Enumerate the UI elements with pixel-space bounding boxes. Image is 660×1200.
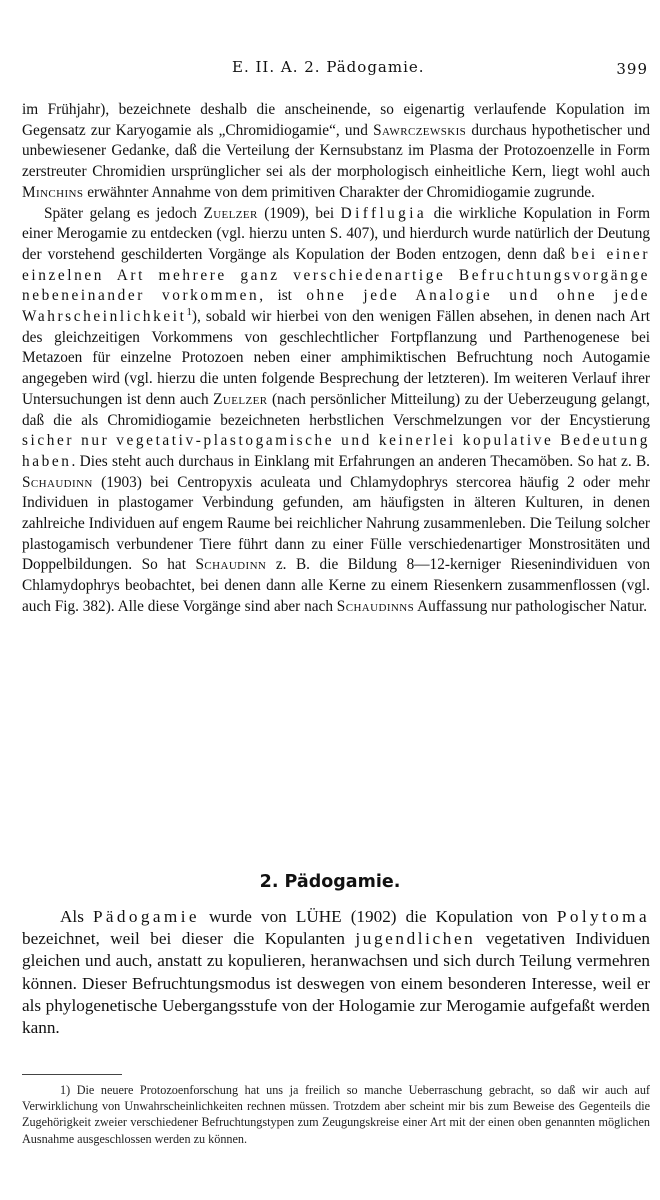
text-run: die wirkliche Kopulation in Form einer Merogamie zu entdecken (vgl. hierzu unten S. 407), und hierdurch wurde natürlich der Deutung der vorstehend geschilderten Vorgänge als Kopulation der Boden entzogen, denn daß bbox=[22, 204, 651, 263]
footnote bbox=[22, 1082, 650, 1147]
text-run: , ist bbox=[259, 287, 307, 305]
text-run: . Dies steht auch durchaus in Einklang mit Erfahrungen an anderen Thecamöben. So hat z. B. bbox=[71, 452, 650, 470]
section-heading: 2. Pädogamie. bbox=[259, 872, 401, 892]
author-name: Zuelzer bbox=[213, 390, 268, 408]
author-name: Schaudinn bbox=[195, 556, 267, 574]
text-run: z. B. die Bildung 8—12-kerniger Riesenindividuen von Chlamydophrys beobachtet, bei denen dann alle Kerne zu einem Riesenkern zusammenflossen (vgl. auch Fig. 382). Alle diese Vorgänge sind aber nach bbox=[22, 556, 650, 615]
paragraph-1 bbox=[22, 100, 650, 204]
text-run: wurde von LÜHE (1902) die Kopulation von bbox=[199, 907, 557, 926]
emphasis-spaced: Pädogamie bbox=[92, 907, 200, 926]
body-text bbox=[22, 100, 650, 618]
emphasis-spaced: Polytoma bbox=[556, 907, 650, 926]
emphasis-spaced: Difflugia bbox=[340, 204, 428, 222]
author-name: Schaudinns bbox=[336, 597, 415, 615]
text-run: erwähnter Annahme von dem primitiven Charakter der Chromidiogamie zugrunde. bbox=[83, 183, 595, 201]
text-run: (1903) bei Centropyxis aculeata und Chlamydophrys stercorea häufig 2 oder mehr Individuen in plastogamer Verbindung gefunden, am häufigsten in älteren Kulturen, in denen zahlreiche Individuen auf engem Raume bei reichlicher Nahrung zusammenleben. Die Teilung solcher plastogamisch verbundener Tiere führt dann zu einer Fülle verschiedenartiger Monstrositäten und Doppelbildungen. So hat bbox=[22, 473, 650, 574]
footnote-reference: 1 bbox=[186, 305, 192, 318]
author-name: Schaudinn bbox=[22, 473, 93, 491]
footnote-paragraph bbox=[22, 1082, 650, 1147]
footnote-text: ) Die neuere Protozoenforschung hat uns ja freilich so manche Ueberraschung gebracht, so daß wir auch auf Verwirklichung von Unwahrscheinlichkeiten rechnen müssen. Trotzdem aber scheint mir bis zum Beweise des Gegenteils die Zugehörigkeit zweier verschiedener Befruchtungstypen zum Zeugungskreise einer Art mit der einen oben genannten möglichen Ausnahme ausgeschlossen werden zu können. bbox=[22, 1083, 650, 1146]
emphasis-spaced: bei einer einzelnen Art mehrere ganz verschiedenartige Befruchtungsvorgänge nebeneinander vorkommen bbox=[22, 245, 651, 305]
text-run: Als bbox=[60, 907, 93, 926]
text-run: ), sobald wir hierbei von den wenigen Fällen absehen, in denen nach Art des gleichzeitigen Vorkommens von geschlechtlicher Fortpflanzung und Parthenogenese bei Metazoen für einzelne Protozoen neben einer amphimiktischen Befruchtung noch Autogamie angegeben wird (vgl. hierzu die unten folgende Besprechung der letzteren). Im weiteren Verlauf ihrer Untersuchungen ist denn auch bbox=[22, 308, 650, 408]
emphasis-spaced: ohne jede Analogie und ohne jede Wahrscheinlichkeit bbox=[22, 287, 650, 326]
text-run: durchaus hypothetischer und unbewiesener Gedanke, daß die Verteilung der Kernsubstanz im Plasma der Protozoenzelle in Form zerstreuter Chromidien ursprünglicher sei als der morphologisch einheitliche Kern, liegt wohl auch bbox=[22, 121, 650, 181]
text-run: Auffassung nur pathologischer Natur. bbox=[414, 597, 648, 615]
paragraph-2 bbox=[22, 204, 650, 618]
author-name: Zuelzer bbox=[203, 204, 258, 222]
footnote-mark: 1 bbox=[60, 1083, 67, 1097]
section-paragraph bbox=[22, 906, 650, 1039]
author-name: Sawrczewskis bbox=[373, 121, 467, 139]
text-run: Später gelang es jedoch bbox=[44, 204, 204, 222]
text-run: (1909), bei bbox=[257, 204, 341, 222]
section-text bbox=[22, 906, 650, 1039]
footnote-divider bbox=[22, 1074, 122, 1075]
running-head-title: E. II. A. 2. Pädogamie. bbox=[232, 58, 425, 76]
author-name: Minchins bbox=[22, 183, 84, 201]
emphasis-spaced: jugendlichen bbox=[355, 929, 476, 949]
text-run: im Frühjahr), bezeichnete deshalb die anscheinende, so eigenartig verlaufende Kopulation im Gegensatz zur Karyogamie als „Chromidiogamie“, und bbox=[22, 101, 650, 139]
emphasis-spaced: sicher nur vegetativ-plastogamische und keinerlei kopulative Bedeutung haben bbox=[22, 432, 650, 470]
running-head bbox=[22, 58, 650, 82]
page-number: 399 bbox=[616, 60, 648, 78]
text-run: bezeichnet, weil bei dieser die Kopulanten bbox=[22, 929, 356, 949]
text-run: (nach persönlicher Mitteilung) zu der Ueberzeugung gelangt, daß die als Chromidiogamie bezeichneten herbstlichen Verschmelzungen vor der Encystierung bbox=[22, 390, 650, 429]
text-run: vegetativen Individuen gleichen und auch, anstatt zu kopulieren, heranwachsen und sich durch Teilung vermehren können. Dieser Befruchtungsmodus ist deswegen von einem besonderen Interesse, weil er als phylogenetische Uebergangsstufe von der Hologamie zur Merogamie aufgefaßt werden kann. bbox=[22, 929, 650, 1038]
